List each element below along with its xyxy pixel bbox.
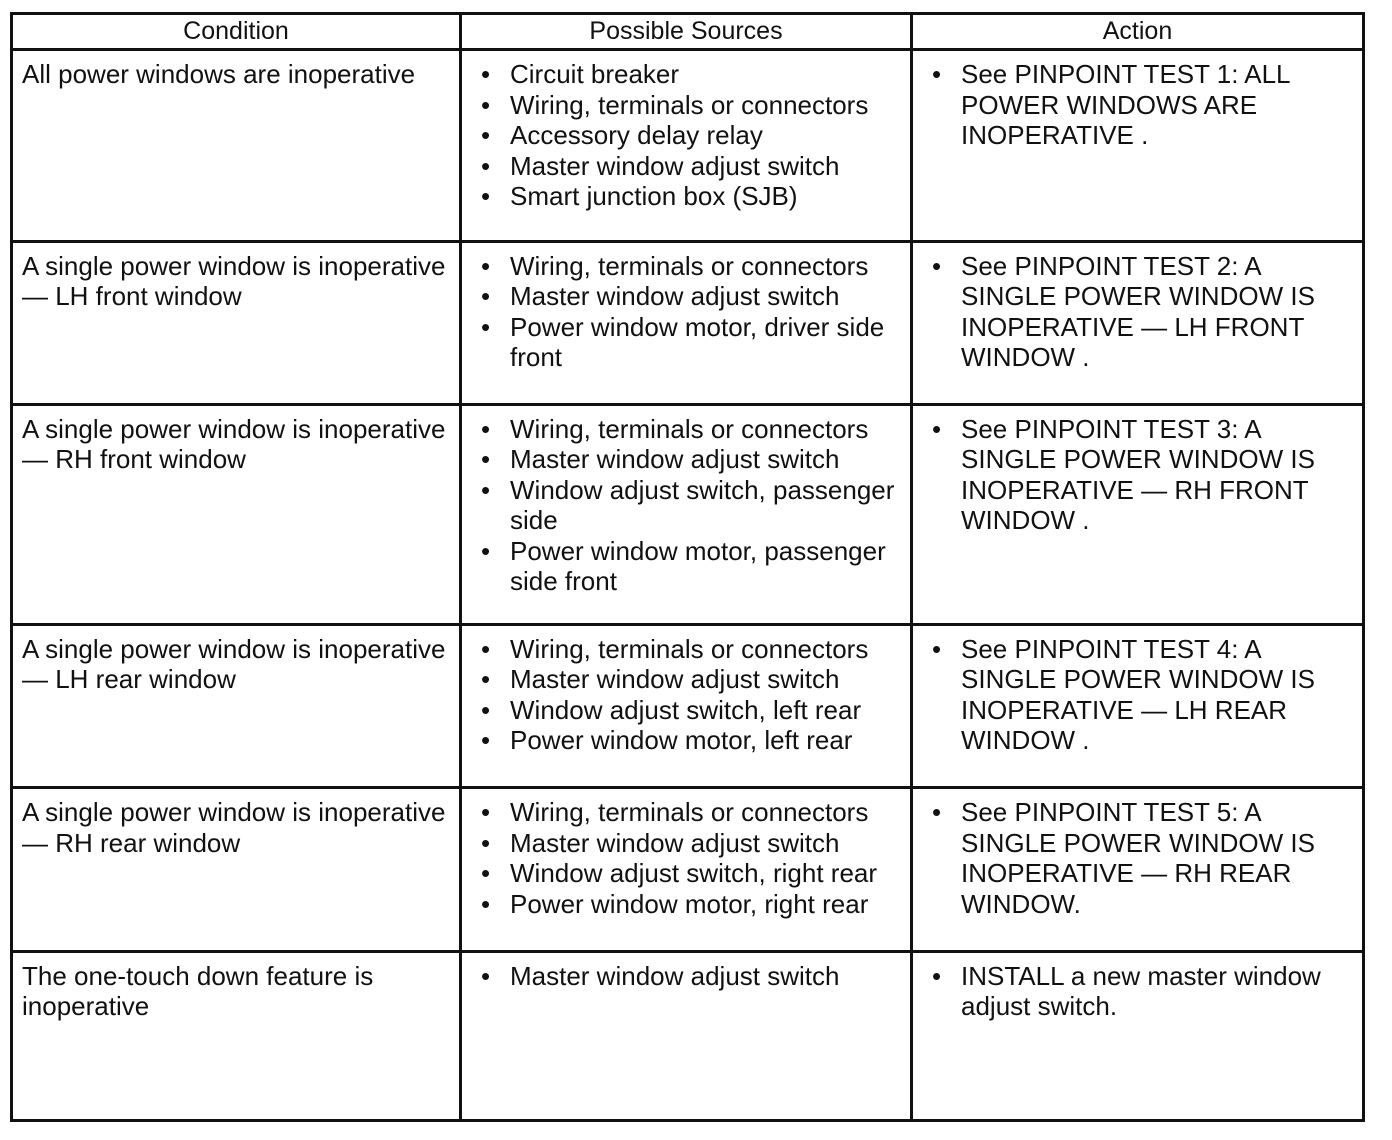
condition-text: A single power window is inoperative — RH rear window [22,797,446,858]
condition-text: A single power window is inoperative — RH front window [22,413,446,475]
condition-cell [12,241,461,404]
source-item: • Accessory delay relay [510,120,904,151]
source-item: • Power window motor, right rear [510,889,904,920]
action-cell [912,404,1364,624]
source-item: • Master window adjust switch [510,828,904,859]
table-row [12,404,1364,624]
action-item: • See PINPOINT TEST 5: A SINGLE POWER WINDOW IS INOPERATIVE — RH REAR WINDOW. [961,797,1356,919]
source-item: • Power window motor, driver side front [510,312,904,373]
source-item: • Wiring, terminals or connectors [510,797,904,828]
condition-cell [12,788,461,951]
header-condition: Condition [12,14,461,50]
condition-text: The one-touch down feature is inoperative [22,960,374,1022]
source-item: • Wiring, terminals or connectors [510,634,904,665]
action-item: • See PINPOINT TEST 1: ALL POWER WINDOWS ARE INOPERATIVE . [961,59,1356,151]
sources-cell [461,788,912,951]
actions-list [913,243,1362,373]
actions-list [913,789,1362,919]
condition-text: A single power window is inoperative — LH front window [22,250,446,312]
source-item: • Master window adjust switch [510,281,904,312]
table-row [12,241,1364,404]
table-row [12,50,1364,242]
table-row [12,788,1364,951]
action-cell [912,951,1364,1120]
action-cell [912,624,1364,787]
source-item: • Window adjust switch, left rear [510,695,904,726]
source-item: • Master window adjust switch [510,444,904,475]
table-row [12,951,1364,1120]
action-cell [912,50,1364,242]
action-cell [912,788,1364,951]
diagnostic-table [10,12,1365,1122]
source-item: • Master window adjust switch [510,664,904,695]
condition-cell [12,951,461,1120]
condition-cell [12,404,461,624]
action-item: • See PINPOINT TEST 4: A SINGLE POWER WINDOW IS INOPERATIVE — LH REAR WINDOW . [961,634,1356,756]
action-item: • See PINPOINT TEST 2: A SINGLE POWER WINDOW IS INOPERATIVE — LH FRONT WINDOW . [961,251,1356,373]
source-item: • Smart junction box (SJB) [510,181,904,212]
table-row [12,624,1364,787]
condition-cell [12,624,461,787]
sources-list [462,626,910,756]
sources-cell [461,241,912,404]
header-row [12,14,1364,50]
source-item: • Master window adjust switch [510,151,904,182]
source-item: • Wiring, terminals or connectors [510,251,904,282]
actions-list [913,953,1362,1022]
sources-cell [461,624,912,787]
sources-cell [461,50,912,242]
condition-cell [12,50,461,242]
header-possible-sources: Possible Sources [461,14,912,50]
source-item: • Power window motor, left rear [510,725,904,756]
actions-list [913,626,1362,756]
sources-list [462,51,910,212]
actions-list [913,406,1362,536]
condition-text: All power windows are inoperative [22,59,416,89]
actions-list [913,51,1362,151]
action-cell [912,241,1364,404]
header-action: Action [912,14,1364,50]
source-item: • Master window adjust switch [510,961,904,992]
sources-list [462,406,910,597]
sources-list [462,243,910,373]
sources-cell [461,404,912,624]
source-item: • Wiring, terminals or connectors [510,414,904,445]
condition-text: A single power window is inoperative — LH rear window [22,633,446,695]
sources-list [462,953,910,992]
source-item: • Window adjust switch, right rear [510,858,904,889]
source-item: • Window adjust switch, passenger side [510,475,904,536]
source-item: • Wiring, terminals or connectors [510,90,904,121]
action-item: • See PINPOINT TEST 3: A SINGLE POWER WINDOW IS INOPERATIVE — RH FRONT WINDOW . [961,414,1356,536]
sources-cell [461,951,912,1120]
action-item: • INSTALL a new master window adjust switch. [961,961,1356,1022]
sources-list [462,789,910,919]
source-item: • Circuit breaker [510,59,904,90]
source-item: • Power window motor, passenger side front [510,536,904,597]
